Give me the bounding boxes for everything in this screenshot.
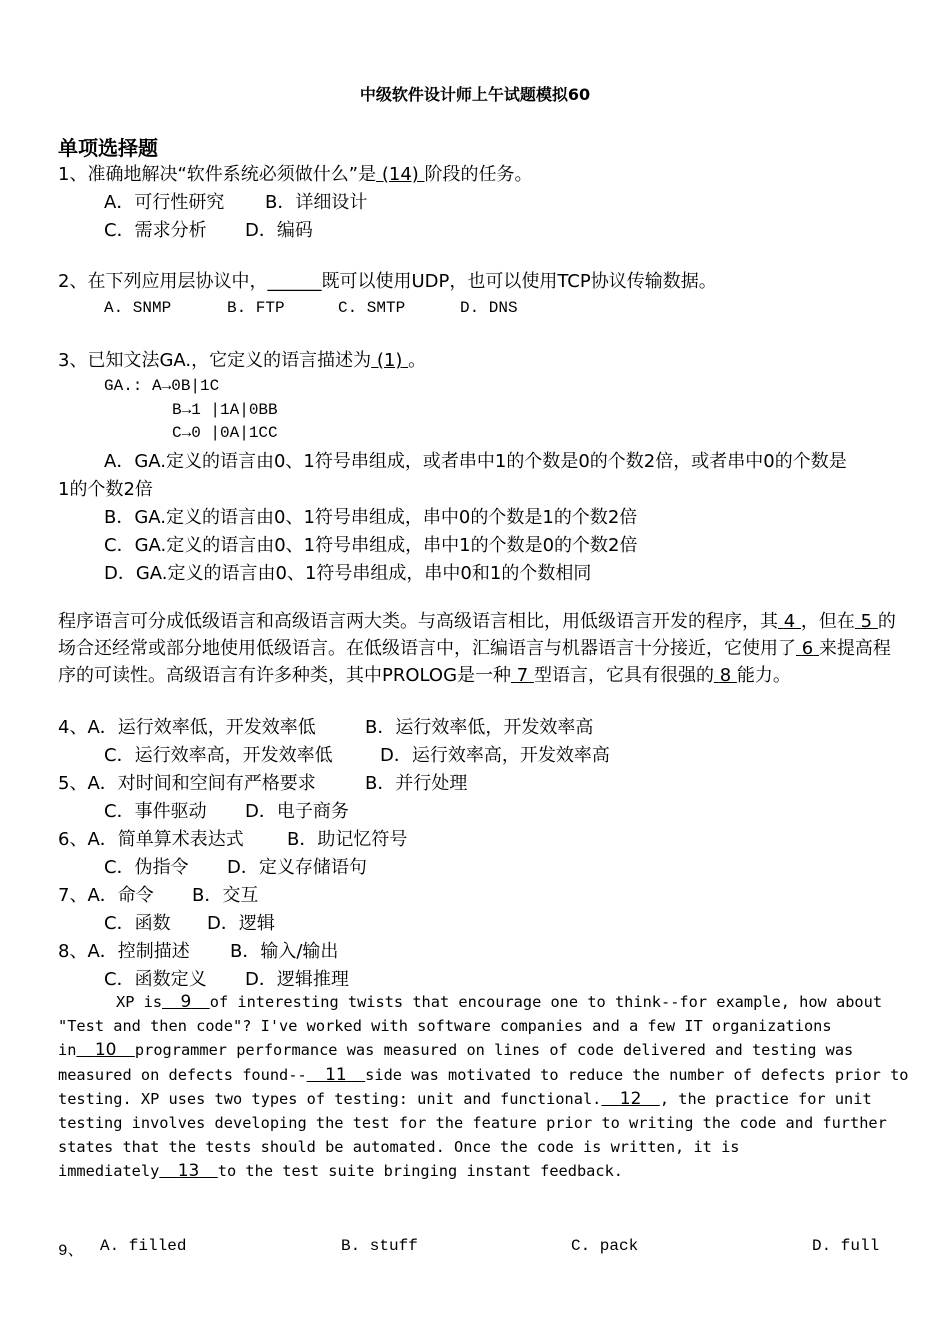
q5-option-d: D．电子商务 (245, 801, 349, 822)
section-heading: 单项选择题 (58, 136, 158, 160)
q1-option-d: D．编码 (245, 220, 313, 241)
q5-option-b: B．并行处理 (365, 773, 468, 794)
q2-option-c: C. SMTP (338, 299, 406, 317)
q5-option-c: C．事件驱动 (104, 801, 207, 822)
grammar-rule-c: C→0 |0A|1CC (172, 424, 278, 442)
q2-text-pre: 2、在下列应用层协议中， (58, 271, 268, 292)
page-title: 中级软件设计师上午试题模拟60 (359, 85, 591, 104)
q8-option-b: B．输入/输出 (230, 941, 339, 962)
q2-option-a: A. SNMP (104, 299, 172, 317)
q4-option-c: C．运行效率高，开发效率低 (104, 745, 333, 766)
q6-option-c: C．伪指令 (104, 857, 189, 878)
q5-option-a: 5、A．对时间和空间有严格要求 (58, 773, 316, 794)
q3-blank: (1) (376, 350, 403, 371)
q1-option-b: B．详细设计 (265, 192, 368, 213)
q7-option-c: C．函数 (104, 913, 171, 934)
passage-low-level-languages: 程序语言可分成低级语言和高级语言两大类。与高级语言相比，用低级语言开发的程序，其 4 ，但在 5 的场合还经常或部分地使用低级语言。在低级语言中，汇编语言与机器语言十分接近，它使用了 6 来提高程序的可读性。高级语言有许多种类，其中PROLOG是一种 7 型语言，它具有很强的 8 能力。 (58, 611, 896, 686)
q2-option-b: B. FTP (227, 299, 285, 317)
question-2-stem (58, 267, 717, 293)
q4-option-d: D．运行效率高，开发效率高 (380, 745, 610, 766)
blank-9: 9 (180, 992, 192, 1012)
q9-option-c: C. pack (571, 1237, 639, 1255)
q3-option-b: B．GA.定义的语言由0、1符号串组成，串中0的个数是1的个数2倍 (104, 507, 638, 528)
q3-text-pre: 3、已知文法GA.，它定义的语言描述为 (58, 350, 372, 371)
blank-13: 13 (177, 1161, 200, 1182)
blank-6: 6 (801, 638, 814, 659)
passage-xp-testing: XP is 9 of interesting twists that encourage one to think--for example, how about "Test and then code"? I've worked with software companies and a few IT organizations in 10 programmer performance was measured on lines of code delivered and testing was measured on defects found-- 11 side was motivated to reduce the number of defects prior to testing. XP uses two types of testing: unit and functional. 12 , the practice for unit testing involves developing the test for the feature prior to writing the code and further states that the tests should be automated. Once the code is written, it is immediately 13 to the test suite bringing instant feedback. (58, 992, 909, 1182)
grammar-rule-b: B→1 |1A|0BB (172, 401, 278, 419)
q1-option-a: A．可行性研究 (104, 192, 225, 213)
q3-text-post: 。 (408, 350, 427, 371)
blank-10: 10 (94, 1040, 117, 1061)
q3-option-d: D．GA.定义的语言由0、1符号串组成，串中0和1的个数相同 (104, 563, 592, 584)
q7-option-d: D．逻辑 (207, 913, 275, 934)
q9-option-d: D. full (812, 1237, 880, 1255)
q4-option-a: 4、A．运行效率低，开发效率低 (58, 717, 316, 738)
blank-4: 4 (783, 611, 796, 632)
q1-option-c: C．需求分析 (104, 220, 207, 241)
q2-option-d: D. DNS (460, 299, 518, 317)
q8-option-a: 8、A．控制描述 (58, 941, 190, 962)
q9-option-b: B. stuff (341, 1237, 418, 1255)
blank-5: 5 (860, 611, 873, 632)
blank-11: 11 (325, 1064, 347, 1085)
q2-text-post: 既可以使用UDP，也可以使用TCP协议传输数据。 (321, 271, 717, 292)
q6-option-d: D．定义存储语句 (227, 857, 367, 878)
q9-number: 9、 (58, 1242, 84, 1260)
q1-text-pre: 1、准确地解决“软件系统必须做什么”是 (58, 164, 377, 185)
q2-blank: ______ (267, 271, 322, 292)
q8-option-d: D．逻辑推理 (245, 969, 349, 990)
blank-12: 12 (619, 1088, 642, 1109)
q6-option-a: 6、A．简单算术表达式 (58, 829, 244, 850)
question-3-stem (58, 346, 426, 372)
q3-option-a: A．GA.定义的语言由0、1符号串组成，或者串中1的个数是0的个数2倍，或者串中0的个数是 (104, 451, 847, 472)
q4-option-b: B．运行效率低，开发效率高 (365, 717, 594, 738)
grammar-rule-a: GA.: A→0B|1C (104, 377, 220, 395)
q1-text-post: 阶段的任务。 (424, 164, 533, 185)
q3-option-c: C．GA.定义的语言由0、1符号串组成，串中1的个数是0的个数2倍 (104, 535, 638, 556)
q6-option-b: B．助记忆符号 (287, 829, 408, 850)
blank-8: 8 (719, 665, 732, 686)
q3-option-a-cont: 1的个数2倍 (58, 479, 153, 500)
q7-option-b: B．交互 (192, 885, 259, 906)
q7-option-a: 7、A．命令 (58, 885, 154, 906)
q1-blank: (14) (381, 164, 419, 185)
question-1-stem (58, 160, 533, 186)
blank-7: 7 (516, 665, 529, 686)
q9-option-a: A. filled (100, 1237, 187, 1255)
q8-option-c: C．函数定义 (104, 969, 207, 990)
